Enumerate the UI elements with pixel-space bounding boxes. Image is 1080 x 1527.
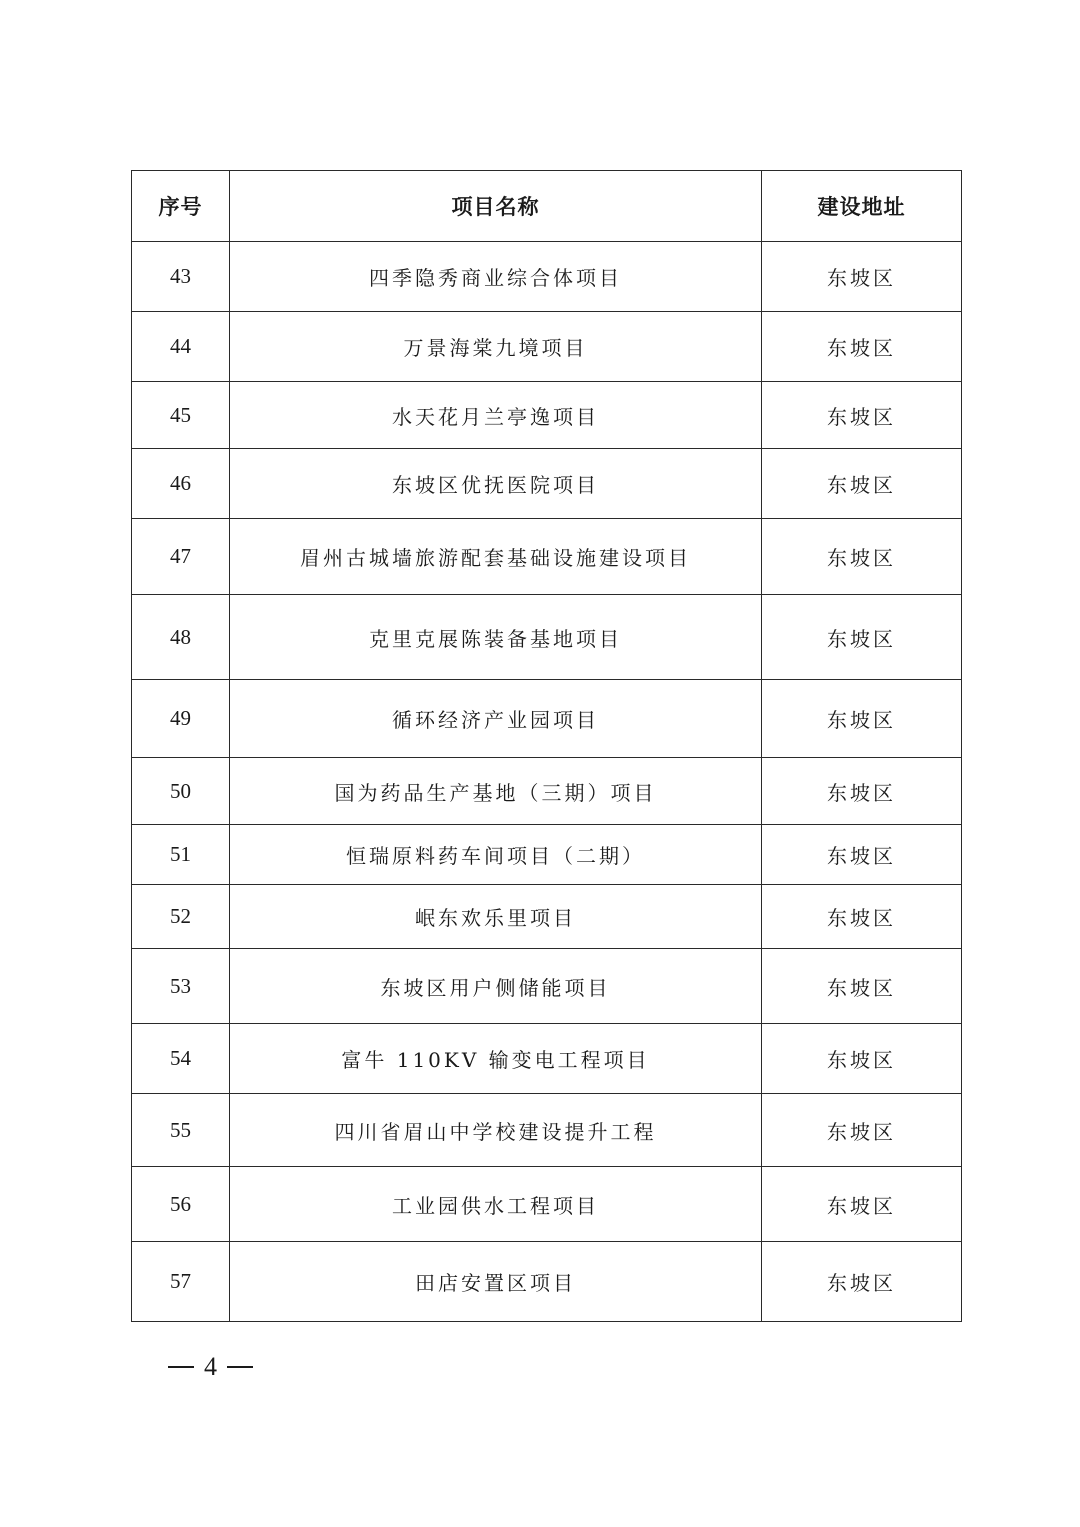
table-row (132, 519, 962, 595)
header-project-name: 项目名称 (230, 171, 762, 242)
row-address: 东坡区 (762, 519, 962, 595)
table-row (132, 1242, 962, 1322)
row-address: 东坡区 (762, 382, 962, 449)
page-number: 4 (204, 1352, 217, 1381)
table-row (132, 382, 962, 449)
row-project-name: 田店安置区项目 (230, 1242, 762, 1322)
row-serial-number: 51 (132, 825, 230, 885)
table-row (132, 449, 962, 519)
project-table (131, 170, 962, 1322)
row-address: 东坡区 (762, 949, 962, 1024)
row-serial-number: 45 (132, 382, 230, 449)
row-address: 东坡区 (762, 595, 962, 680)
row-address: 东坡区 (762, 1167, 962, 1242)
page-footer (168, 1352, 253, 1382)
row-serial-number: 53 (132, 949, 230, 1024)
row-serial-number: 55 (132, 1094, 230, 1167)
row-project-name: 水天花月兰亭逸项目 (230, 382, 762, 449)
row-address: 东坡区 (762, 680, 962, 758)
row-address: 东坡区 (762, 242, 962, 312)
footer-left-dash (168, 1366, 194, 1368)
row-address: 东坡区 (762, 885, 962, 949)
row-serial-number: 49 (132, 680, 230, 758)
row-address: 东坡区 (762, 825, 962, 885)
row-serial-number: 54 (132, 1024, 230, 1094)
header-construction-address: 建设地址 (762, 171, 962, 242)
row-serial-number: 43 (132, 242, 230, 312)
row-project-name: 东坡区优抚医院项目 (230, 449, 762, 519)
row-project-name: 富牛 110KV 输变电工程项目 (230, 1024, 762, 1094)
table-row (132, 242, 962, 312)
row-project-name: 岷东欢乐里项目 (230, 885, 762, 949)
row-project-name: 万景海棠九境项目 (230, 312, 762, 382)
table-row (132, 949, 962, 1024)
row-project-name: 克里克展陈装备基地项目 (230, 595, 762, 680)
table-row (132, 312, 962, 382)
footer-right-dash (227, 1366, 253, 1368)
row-project-name: 循环经济产业园项目 (230, 680, 762, 758)
row-address: 东坡区 (762, 1094, 962, 1167)
row-serial-number: 44 (132, 312, 230, 382)
row-project-name: 东坡区用户侧储能项目 (230, 949, 762, 1024)
table-row (132, 825, 962, 885)
header-serial-number: 序号 (132, 171, 230, 242)
row-address: 东坡区 (762, 449, 962, 519)
row-project-name: 眉州古城墙旅游配套基础设施建设项目 (230, 519, 762, 595)
table-row (132, 885, 962, 949)
row-address: 东坡区 (762, 1024, 962, 1094)
row-project-name: 四川省眉山中学校建设提升工程 (230, 1094, 762, 1167)
row-serial-number: 56 (132, 1167, 230, 1242)
row-serial-number: 50 (132, 758, 230, 825)
table-row (132, 1094, 962, 1167)
table-row (132, 758, 962, 825)
row-serial-number: 46 (132, 449, 230, 519)
row-address: 东坡区 (762, 758, 962, 825)
table-row (132, 1024, 962, 1094)
table-header-row (132, 171, 962, 242)
row-project-name: 国为药品生产基地（三期）项目 (230, 758, 762, 825)
row-serial-number: 47 (132, 519, 230, 595)
row-serial-number: 57 (132, 1242, 230, 1322)
row-address: 东坡区 (762, 312, 962, 382)
row-project-name: 工业园供水工程项目 (230, 1167, 762, 1242)
row-serial-number: 48 (132, 595, 230, 680)
table-row (132, 1167, 962, 1242)
table-row (132, 595, 962, 680)
row-address: 东坡区 (762, 1242, 962, 1322)
row-project-name: 恒瑞原料药车间项目（二期） (230, 825, 762, 885)
row-project-name: 四季隐秀商业综合体项目 (230, 242, 762, 312)
row-serial-number: 52 (132, 885, 230, 949)
table-row (132, 680, 962, 758)
